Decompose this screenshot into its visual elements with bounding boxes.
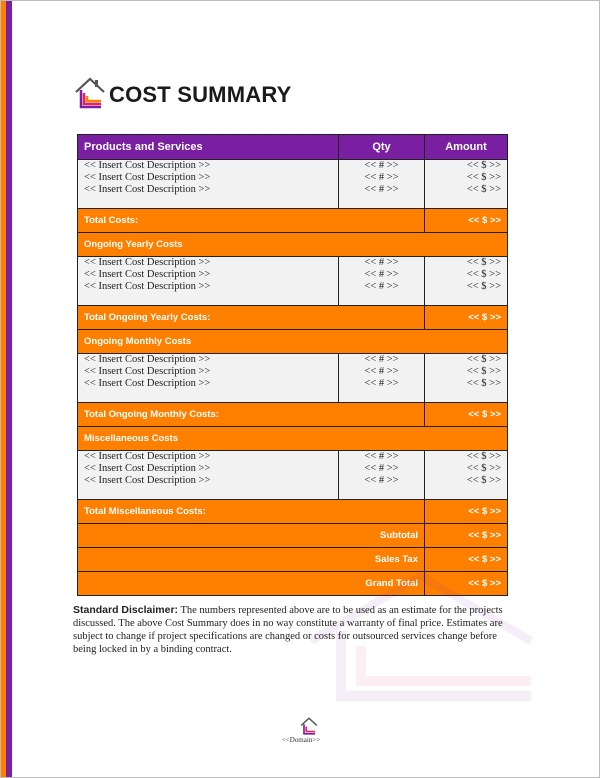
item-qty[interactable]: << # >>	[364, 269, 399, 280]
item-qty[interactable]: << # >>	[364, 257, 399, 268]
item-qty-cell	[339, 451, 425, 500]
summary-label: Grand Total	[78, 572, 425, 596]
item-qty[interactable]: << # >>	[364, 366, 399, 377]
section-heading-row	[78, 233, 508, 257]
section-total-value[interactable]: << $ >>	[425, 306, 508, 330]
item-description[interactable]: << Insert Cost Description >>	[84, 463, 211, 474]
item-description[interactable]: << Insert Cost Description >>	[84, 366, 211, 377]
column-header-qty: Qty	[339, 135, 425, 160]
page-header	[73, 73, 291, 113]
item-qty[interactable]: << # >>	[364, 475, 399, 486]
section-total-row	[78, 500, 508, 524]
summary-value[interactable]: << $ >>	[425, 548, 508, 572]
item-amount[interactable]: << $ >>	[466, 378, 501, 389]
cost-items-row	[78, 354, 508, 403]
item-description[interactable]: << Insert Cost Description >>	[84, 378, 211, 389]
section-total-value[interactable]: << $ >>	[425, 209, 508, 233]
column-header-products: Products and Services	[78, 135, 339, 160]
column-header-amount: Amount	[425, 135, 508, 160]
item-amount[interactable]: << $ >>	[466, 475, 501, 486]
item-amount[interactable]: << $ >>	[466, 451, 501, 462]
summary-label: Subtotal	[78, 524, 425, 548]
section-total-label: Total Ongoing Monthly Costs:	[78, 403, 425, 427]
item-description[interactable]: << Insert Cost Description >>	[84, 451, 211, 462]
section-heading: Ongoing Monthly Costs	[78, 330, 508, 354]
standard-disclaimer	[73, 604, 513, 656]
section-total-row	[78, 209, 508, 233]
section-heading: Miscellaneous Costs	[78, 427, 508, 451]
section-total-row	[78, 403, 508, 427]
item-amount[interactable]: << $ >>	[466, 160, 501, 171]
page-title: COST SUMMARY	[109, 82, 292, 107]
item-qty-cell	[339, 354, 425, 403]
summary-label: Sales Tax	[78, 548, 425, 572]
cost-items-row	[78, 257, 508, 306]
section-total-label: Total Miscellaneous Costs:	[78, 500, 425, 524]
item-amount[interactable]: << $ >>	[466, 354, 501, 365]
left-purple-stripe	[6, 1, 12, 777]
summary-row	[78, 548, 508, 572]
summary-value[interactable]: << $ >>	[425, 572, 508, 596]
cost-items-row	[78, 451, 508, 500]
disclaimer-label: Standard Disclaimer:	[73, 604, 179, 616]
item-qty[interactable]: << # >>	[364, 281, 399, 292]
section-total-value[interactable]: << $ >>	[425, 500, 508, 524]
section-total-row	[78, 306, 508, 330]
item-qty[interactable]: << # >>	[364, 451, 399, 462]
item-qty[interactable]: << # >>	[364, 463, 399, 474]
item-description[interactable]: << Insert Cost Description >>	[84, 160, 211, 171]
section-heading-row	[78, 427, 508, 451]
item-amount[interactable]: << $ >>	[466, 184, 501, 195]
disclaimer-text: The numbers represented above are to be used as an estimate for the projects discussed. The above Cost Summary does in no way constitute a warranty of final price. Estimates are subject to change if project specifications are changed or costs for outsourced services change before being locked in by a binding contract.	[73, 605, 503, 655]
section-total-value[interactable]: << $ >>	[425, 403, 508, 427]
item-qty[interactable]: << # >>	[364, 160, 399, 171]
item-amount-cell	[425, 354, 508, 403]
footer-house-icon	[299, 716, 319, 736]
section-heading-row	[78, 330, 508, 354]
item-descriptions-cell	[78, 160, 339, 209]
item-description[interactable]: << Insert Cost Description >>	[84, 475, 211, 486]
summary-row	[78, 524, 508, 548]
item-amount[interactable]: << $ >>	[466, 366, 501, 377]
item-amount-cell	[425, 451, 508, 500]
item-amount[interactable]: << $ >>	[466, 257, 501, 268]
item-descriptions-cell	[78, 451, 339, 500]
table-header-row	[78, 135, 508, 160]
item-description[interactable]: << Insert Cost Description >>	[84, 257, 211, 268]
house-logo-icon	[73, 75, 107, 111]
item-description[interactable]: << Insert Cost Description >>	[84, 184, 211, 195]
item-amount[interactable]: << $ >>	[466, 463, 501, 474]
item-amount[interactable]: << $ >>	[466, 281, 501, 292]
item-qty[interactable]: << # >>	[364, 184, 399, 195]
item-descriptions-cell	[78, 354, 339, 403]
item-qty[interactable]: << # >>	[364, 172, 399, 183]
item-qty[interactable]: << # >>	[364, 378, 399, 389]
cost-summary-table	[77, 134, 508, 596]
item-description[interactable]: << Insert Cost Description >>	[84, 269, 211, 280]
item-qty[interactable]: << # >>	[364, 354, 399, 365]
summary-value[interactable]: << $ >>	[425, 524, 508, 548]
item-amount[interactable]: << $ >>	[466, 172, 501, 183]
footer-domain: <<Domain>>	[281, 736, 321, 744]
section-total-label: Total Costs:	[78, 209, 425, 233]
section-total-label: Total Ongoing Yearly Costs:	[78, 306, 425, 330]
item-amount-cell	[425, 257, 508, 306]
item-amount[interactable]: << $ >>	[466, 269, 501, 280]
item-descriptions-cell	[78, 257, 339, 306]
item-qty-cell	[339, 257, 425, 306]
item-qty-cell	[339, 160, 425, 209]
item-description[interactable]: << Insert Cost Description >>	[84, 281, 211, 292]
item-amount-cell	[425, 160, 508, 209]
cost-items-row	[78, 160, 508, 209]
item-description[interactable]: << Insert Cost Description >>	[84, 172, 211, 183]
section-heading: Ongoing Yearly Costs	[78, 233, 508, 257]
item-description[interactable]: << Insert Cost Description >>	[84, 354, 211, 365]
